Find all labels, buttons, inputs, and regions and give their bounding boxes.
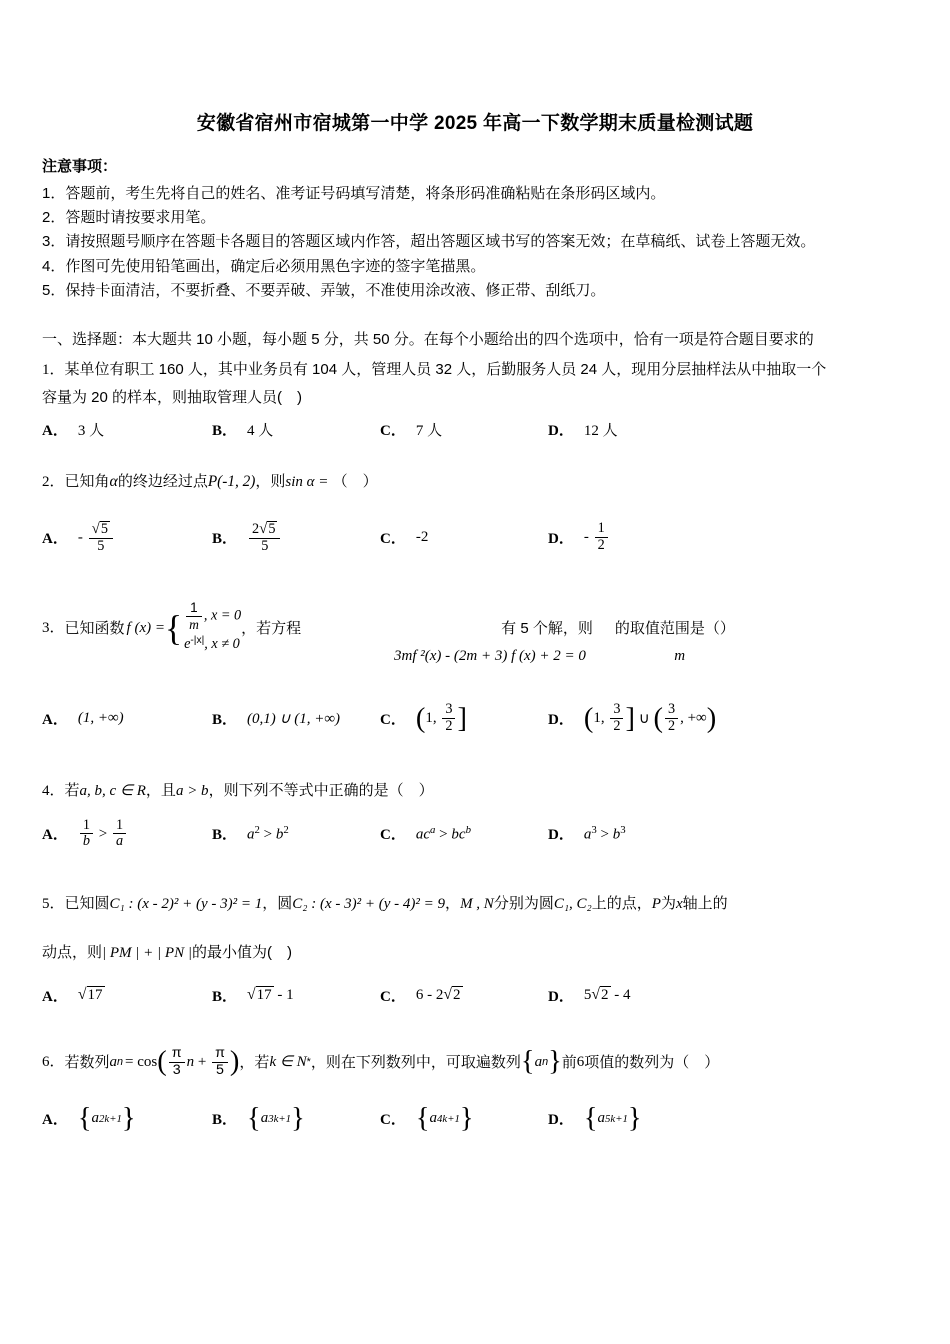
option-value: -2 bbox=[415, 529, 429, 546]
option-label: C． bbox=[380, 988, 406, 1005]
q3-case2-cond: , x ≠ 0 bbox=[204, 635, 240, 652]
brace-icon: { bbox=[164, 607, 183, 648]
option-label: D． bbox=[548, 1112, 574, 1129]
q6-an: a bbox=[109, 1053, 118, 1070]
option-A[interactable] bbox=[42, 521, 212, 555]
opt-base: a bbox=[429, 1110, 438, 1127]
q4-abc: a, b, c ∈ R bbox=[79, 783, 146, 800]
q6-mid4: 项值的数列为（ ） bbox=[584, 1053, 720, 1071]
question-2-options bbox=[42, 521, 908, 555]
option-value-math: - $\frac{1}{2}$ bbox=[584, 521, 610, 554]
opt-base: a bbox=[597, 1110, 606, 1127]
option-value-math: $\frac{2√5}{5}$ bbox=[247, 521, 282, 555]
question-1-text: 某单位有职工 160 人，其中业务员有 104 人，管理人员 32 人，后勤服务人员 24 人，现用分层抽样法从中抽取一个 bbox=[64, 360, 827, 378]
option-value-math: $ac^a > bc^b$ bbox=[415, 824, 471, 843]
q5-c2: C₂ : (x - 3)² + (y - 4)² = 9 bbox=[292, 896, 446, 913]
option-C[interactable] bbox=[380, 419, 548, 440]
option-label: D． bbox=[548, 423, 574, 440]
q5-x: x bbox=[675, 896, 683, 913]
q6-six: 6 bbox=[576, 1053, 585, 1070]
q3-case2-exp: -|x| bbox=[190, 634, 205, 646]
q5-mid3: 分别为圆 bbox=[493, 895, 554, 913]
question-2 bbox=[42, 470, 908, 554]
question-3-number: 3． bbox=[42, 619, 65, 636]
option-label: B． bbox=[212, 423, 238, 440]
q3-tail2: 的取值范围是（） bbox=[614, 619, 735, 637]
option-value: 12 人 bbox=[583, 423, 618, 440]
q6-mid1: ，若 bbox=[239, 1053, 270, 1071]
q5-mn: M , N bbox=[460, 896, 494, 913]
question-1 bbox=[42, 358, 908, 441]
question-4-line1 bbox=[42, 779, 908, 803]
option-value: (1, +∞) bbox=[77, 710, 124, 727]
option-value-math: { a 5k+1 } bbox=[583, 1102, 642, 1134]
q3-case2: e bbox=[184, 635, 191, 652]
question-5-number: 5． bbox=[42, 896, 65, 913]
opt-base: a bbox=[91, 1110, 100, 1127]
q5-mid4: 上的点， bbox=[591, 895, 652, 913]
option-label: B． bbox=[212, 531, 238, 548]
q3-piecewise bbox=[165, 600, 241, 656]
option-label: C． bbox=[380, 712, 406, 729]
option-C[interactable] bbox=[380, 985, 548, 1006]
q2-mid: 的终边经过点 bbox=[117, 473, 208, 491]
q5-p: P bbox=[651, 896, 661, 913]
option-value-math: - $\frac{√5}{5}$ bbox=[78, 521, 115, 555]
q4-cond: a > b bbox=[175, 783, 209, 800]
option-value-math: ( 1, $\frac{3}{2}$ ] bbox=[415, 701, 467, 735]
option-label: A． bbox=[42, 712, 68, 729]
option-A[interactable] bbox=[42, 419, 212, 440]
option-value-math: { a 4k+1 } bbox=[415, 1102, 474, 1134]
option-value: 7 人 bbox=[415, 423, 443, 440]
option-A[interactable] bbox=[42, 818, 212, 851]
q3-tail1: 有 5 个解，则 bbox=[501, 619, 593, 637]
q5-line2-tail: 的最小值为( ) bbox=[191, 943, 292, 961]
option-label: D． bbox=[548, 531, 574, 548]
question-5 bbox=[42, 892, 908, 1006]
q5-c1: C₁ : (x - 2)² + (y - 3)² = 1 bbox=[109, 896, 263, 913]
option-C[interactable] bbox=[380, 521, 548, 555]
notice-item: 4．作图可先使用铅笔画出，确定后必须用黑色字迹的签字笔描黑。 bbox=[42, 257, 486, 275]
q2-then: ，则 bbox=[255, 473, 286, 491]
q6-mid2: ，则在下列数列中，可取遍数列 bbox=[310, 1053, 521, 1071]
q2-lead: 已知角 bbox=[64, 473, 110, 491]
option-D[interactable] bbox=[548, 1102, 642, 1134]
question-6 bbox=[42, 1044, 908, 1134]
option-value: 4 人 bbox=[247, 423, 274, 440]
q2-expr: sin α = bbox=[285, 474, 329, 491]
question-1-line1 bbox=[42, 358, 908, 382]
q6-lead: 若数列 bbox=[64, 1053, 110, 1071]
option-label: A． bbox=[42, 531, 68, 548]
option-label: D． bbox=[548, 712, 574, 729]
q5-c1c2: C₁, C₂ bbox=[553, 896, 592, 913]
option-label: D． bbox=[548, 827, 574, 844]
question-1-line2 bbox=[42, 386, 908, 409]
option-label: D． bbox=[548, 988, 574, 1005]
option-C[interactable] bbox=[380, 1102, 548, 1134]
opt-base: a bbox=[260, 1110, 269, 1127]
opt-sub: 3k+1 bbox=[268, 1112, 292, 1125]
option-value-math: ( 1, $\frac{3}{2}$ ] ∪ ( $\frac{3}{2}$ , +∞ ) bbox=[583, 701, 717, 735]
question-4-number: 4． bbox=[42, 783, 65, 800]
option-label: C． bbox=[380, 1112, 406, 1129]
q4-tail: ，则下列不等式中正确的是（ ） bbox=[208, 782, 434, 800]
question-6-number: 6． bbox=[42, 1053, 65, 1070]
option-value-math: 5√2 - 4 bbox=[583, 986, 631, 1004]
notice-item: 2．答题时请按要求用笔。 bbox=[42, 208, 216, 226]
option-label: A． bbox=[42, 988, 68, 1005]
option-label: C． bbox=[380, 423, 406, 440]
q4-comma: ，且 bbox=[145, 782, 176, 800]
q6-cos-arg: ( $\frac{\pi}{3}$ n + $\frac{\pi}{5}$ ) bbox=[157, 1044, 240, 1078]
option-value-math: $a^3 > b^3$ bbox=[583, 824, 626, 843]
q5-mid6: 轴上的 bbox=[682, 895, 728, 913]
notice-heading: 注意事项： bbox=[42, 157, 118, 175]
option-label: C． bbox=[380, 827, 406, 844]
q3-mid: ，若方程 bbox=[241, 619, 302, 637]
q3-lead: 已知函数 bbox=[64, 619, 125, 637]
q5-line2-lead: 动点，则 bbox=[42, 943, 103, 961]
option-label: B． bbox=[212, 988, 238, 1005]
option-value-math: √17 - 1 bbox=[247, 986, 294, 1004]
q3-fx: f (x) = bbox=[126, 619, 165, 636]
option-label: B． bbox=[212, 712, 238, 729]
option-D[interactable] bbox=[548, 985, 631, 1006]
question-4-options bbox=[42, 818, 908, 851]
question-6-options bbox=[42, 1102, 908, 1134]
question-3 bbox=[42, 600, 908, 735]
opt-sub: 2k+1 bbox=[99, 1112, 122, 1125]
q5-mid5: 为 bbox=[660, 895, 676, 913]
section-heading: 一、选择题：本大题共 10 小题，每小题 5 分，共 50 分。在每个小题给出的四个选项中，恰有一项是符合题目要求的 bbox=[42, 331, 814, 349]
question-1-options bbox=[42, 419, 908, 440]
opt-sub: 5k+1 bbox=[605, 1112, 628, 1125]
question-3-options bbox=[42, 702, 908, 735]
option-label: A． bbox=[42, 827, 68, 844]
q3-case1-den: m bbox=[186, 616, 202, 632]
option-label: B． bbox=[212, 1112, 238, 1129]
option-value-math: $\frac{1}{b}$ > $\frac{1}{a}$ bbox=[78, 818, 128, 851]
q2-point: P(-1, 2) bbox=[207, 473, 256, 491]
option-label: A． bbox=[42, 423, 68, 440]
notice-item: 1．答题前，考生先将自己的姓名、准考证号码填写清楚，将条形码准确粘贴在条形码区域内。 bbox=[42, 184, 666, 202]
q5-mid1: ，圆 bbox=[262, 895, 293, 913]
question-5-line1 bbox=[42, 892, 908, 916]
q2-angle: α bbox=[109, 473, 118, 491]
option-value: (0,1) ∪ (1, +∞) bbox=[247, 711, 341, 728]
notice-list bbox=[42, 182, 908, 303]
option-D[interactable] bbox=[548, 521, 610, 555]
q5-expr: | PM | + | PN | bbox=[102, 944, 192, 961]
q3-equation: 3mf ²(x) - (2m + 3) f (x) + 2 = 0 bbox=[394, 648, 586, 665]
q6-anset: { a n } bbox=[520, 1046, 562, 1078]
q6-k: k ∈ N bbox=[269, 1053, 307, 1070]
option-label: A． bbox=[42, 1112, 68, 1129]
opt-sub: 4k+1 bbox=[437, 1112, 460, 1125]
option-B[interactable] bbox=[212, 702, 380, 735]
option-value-math: √17 bbox=[77, 986, 103, 1004]
option-A[interactable] bbox=[42, 985, 212, 1006]
option-A[interactable] bbox=[42, 1102, 212, 1134]
option-B[interactable] bbox=[212, 985, 380, 1006]
q6-an-sub: n bbox=[117, 1056, 124, 1068]
question-1-number: 1． bbox=[42, 361, 65, 378]
q6-k-sup: * bbox=[306, 1056, 311, 1068]
question-4 bbox=[42, 779, 908, 850]
page-content bbox=[42, 112, 908, 1134]
q3-var: m bbox=[674, 648, 686, 665]
question-2-number: 2． bbox=[42, 474, 65, 491]
notice-item: 3．请按照题号顺序在答题卡各题目的答题区域内作答，超出答题区域书写的答案无效；在草稿纸、试卷上答题无效。 bbox=[42, 233, 816, 251]
option-B[interactable] bbox=[212, 818, 380, 851]
option-label: C． bbox=[380, 531, 406, 548]
option-B[interactable] bbox=[212, 1102, 380, 1134]
q6-mid3: 前 bbox=[561, 1053, 577, 1071]
option-value-math: $a^2 > b^2$ bbox=[247, 824, 289, 843]
page-title: 安徽省宿州市宿城第一中学 2025 年高一下数学期末质量检测试题 bbox=[196, 113, 754, 134]
option-D[interactable] bbox=[548, 419, 618, 440]
q3-case1-cond: , x = 0 bbox=[203, 607, 242, 624]
option-value: 3 人 bbox=[77, 423, 105, 440]
option-C[interactable] bbox=[380, 702, 548, 735]
question-1-text2: 容量为 20 的样本，则抽取管理人员( ) bbox=[42, 388, 303, 406]
option-value-math: { a 2k+1 } bbox=[77, 1102, 136, 1134]
question-6-line1 bbox=[42, 1046, 908, 1079]
q4-lead: 若 bbox=[64, 782, 80, 800]
q5-mid2: ， bbox=[445, 895, 461, 913]
q3-case1-num: 1 bbox=[190, 600, 198, 616]
question-2-line1 bbox=[42, 470, 908, 494]
option-B[interactable] bbox=[212, 419, 380, 440]
q2-blank: （ ） bbox=[332, 473, 378, 491]
option-B[interactable] bbox=[212, 521, 380, 555]
option-value-math: 6 - 2√2 bbox=[415, 986, 461, 1004]
q6-eq: = cos bbox=[125, 1053, 158, 1070]
option-label: B． bbox=[212, 827, 238, 844]
notice-item: 5．保持卡面清洁，不要折叠、不要弄破、弄皱，不准使用涂改液、修正带、刮纸刀。 bbox=[42, 281, 606, 299]
option-D[interactable] bbox=[548, 818, 626, 851]
question-5-options bbox=[42, 985, 908, 1006]
option-A[interactable] bbox=[42, 702, 212, 735]
option-value-math: { a 3k+1 } bbox=[247, 1102, 305, 1134]
option-D[interactable] bbox=[548, 702, 716, 735]
option-C[interactable] bbox=[380, 818, 548, 851]
q5-lead: 已知圆 bbox=[64, 895, 110, 913]
question-5-line2 bbox=[42, 941, 908, 965]
